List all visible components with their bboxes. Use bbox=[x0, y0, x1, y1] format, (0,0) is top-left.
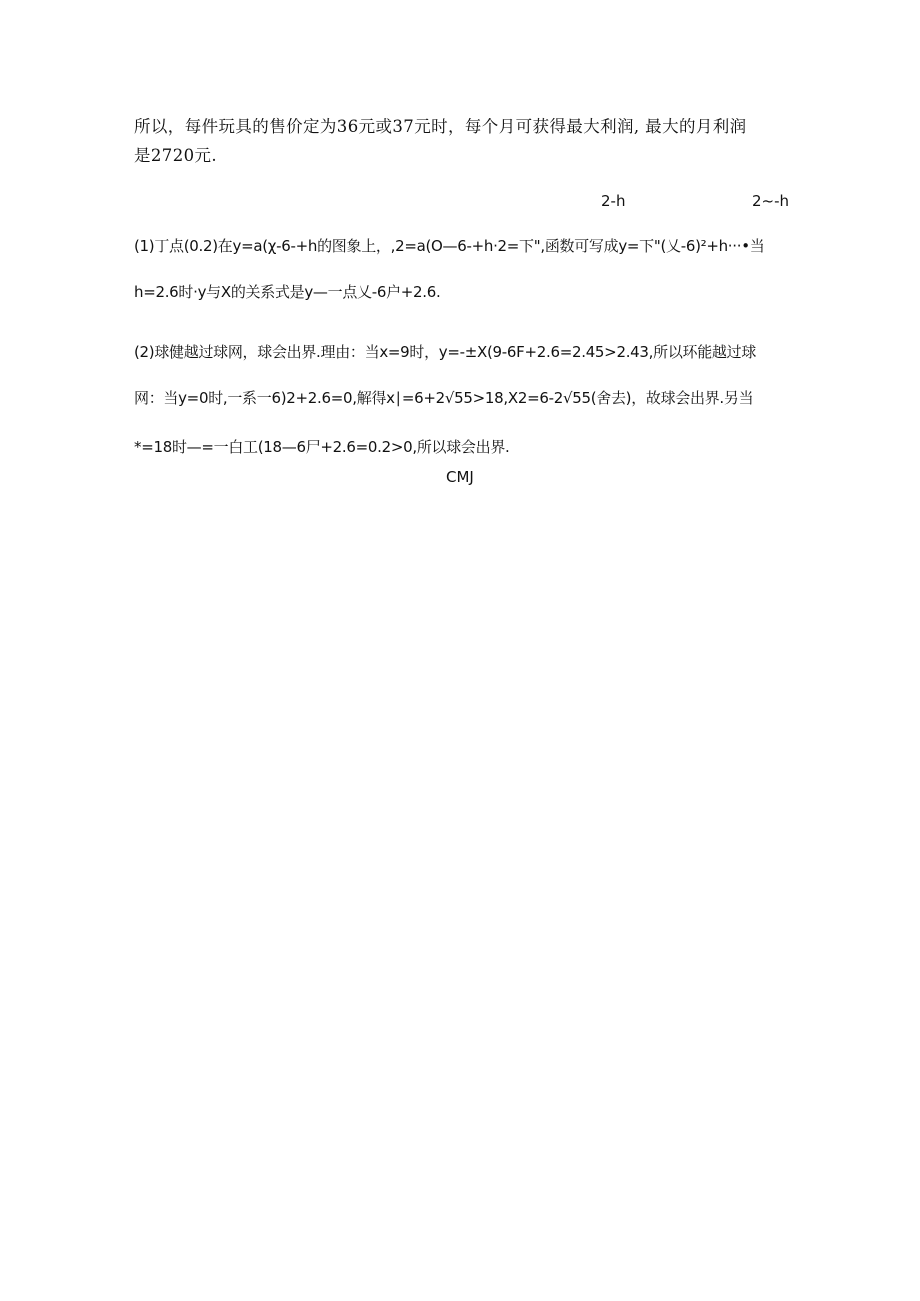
footer-mark: CMJ bbox=[446, 468, 474, 486]
part-2-line-2: 网：当y=0时,一系一6)2+2.6=0,解得x∣=6+2√55>18,X2=6-2√55(舍去)，故球会出界.另当 bbox=[134, 389, 754, 407]
answer-line-2: 是2720元. bbox=[134, 146, 218, 165]
fraction-denominator-right: 2~-h bbox=[752, 192, 790, 210]
part-1-line-2: h=2.6时·y与X的关系式是y—一点乂-6户+2.6. bbox=[134, 283, 441, 301]
part-2-line-3: *=18时—=一白工(18—6尸+2.6=0.2>0,所以球会出界. bbox=[134, 438, 510, 456]
fraction-denominator-left: 2-h bbox=[601, 192, 626, 210]
part-1-line-1: (1)丁点(0.2)在y=a(χ-6-+h的图象上，,2=a(O—6-+h·2=下",函数可写成y=下"(乂-6)²+h···•当 bbox=[134, 237, 765, 255]
part-2-line-1: (2)球健越过球网，球会出界.理由：当x=9时，y=-±X(9-6F+2.6=2.45>2.43,所以环能越过球 bbox=[134, 343, 757, 361]
answer-line-1: 所以，每件玩具的售价定为36元或37元时，每个月可获得最大利润, 最大的月利润 bbox=[134, 117, 747, 136]
